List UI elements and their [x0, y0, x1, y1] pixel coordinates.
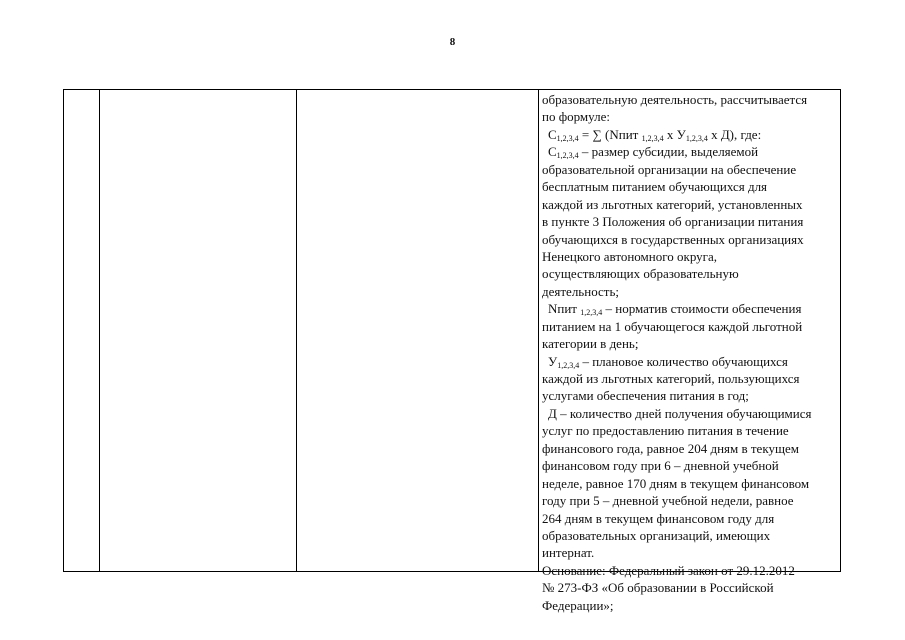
text-line [542, 335, 838, 352]
text-span: – норматив стоимости обеспечения [602, 301, 802, 317]
text-span: образовательной организации на обеспечение [542, 161, 797, 177]
text-line [542, 91, 838, 108]
subscript-text: 1,2,3,4 [685, 133, 708, 143]
text-line [542, 353, 838, 370]
text-span: образовательных организаций, имеющих [542, 527, 771, 543]
column-divider [99, 90, 100, 571]
text-span: Д – количество дней получения обучающимися [548, 405, 812, 421]
text-span: по формуле: [542, 109, 610, 125]
text-line [542, 126, 838, 143]
text-span: категории в день; [542, 336, 639, 352]
text-line [542, 161, 838, 178]
text-line [542, 283, 838, 300]
subscript-text: 1,2,3,4 [556, 133, 579, 143]
text-line [542, 475, 838, 492]
text-line [542, 231, 838, 248]
text-span: обучающихся в государственных организациях [542, 231, 804, 247]
text-line [542, 108, 838, 125]
text-line [542, 527, 838, 544]
text-line [542, 579, 838, 596]
text-line [542, 370, 838, 387]
text-line [542, 510, 838, 527]
text-line [542, 562, 838, 579]
text-span: финансового года, равное 204 дням в текущем [542, 440, 799, 456]
text-line [542, 143, 838, 160]
text-span: х У [663, 126, 686, 142]
subscript-text: 1,2,3,4 [556, 151, 579, 161]
text-line [542, 248, 838, 265]
column-divider [296, 90, 297, 571]
text-span: в пункте 3 Положения об организации питания [542, 214, 804, 230]
text-line [542, 457, 838, 474]
text-line [542, 544, 838, 561]
text-span: х Д), где: [707, 126, 762, 142]
text-line [542, 196, 838, 213]
text-line [542, 422, 838, 439]
text-span: образовательную деятельность, рассчитывается [542, 92, 808, 107]
text-span: – размер субсидии, выделяемой [578, 144, 759, 160]
text-line [542, 178, 838, 195]
column-divider [538, 90, 539, 571]
text-line [542, 318, 838, 335]
text-span: услуг по предоставлению питания в течение [542, 423, 789, 439]
table-cell-text [542, 91, 838, 614]
text-span: Ненецкого автономного округа, [542, 248, 717, 264]
text-line [542, 405, 838, 422]
subscript-text: 1,2,3,4 [557, 360, 580, 370]
text-span: услугами обеспечения питания в год; [542, 388, 749, 404]
text-line [542, 597, 838, 614]
text-span: 264 дням в текущем финансовом году для [542, 510, 775, 526]
text-span: У [548, 353, 558, 369]
subscript-text: 1,2,3,4 [641, 133, 664, 143]
text-line [542, 213, 838, 230]
text-span: С [548, 144, 557, 160]
text-span: интернат. [542, 545, 595, 561]
text-span: бесплатным питанием обучающихся для [542, 179, 768, 195]
text-span: неделе, равное 170 дням в текущем финансовом [542, 475, 810, 491]
text-line [542, 492, 838, 509]
text-span: Федерации»; [542, 597, 614, 613]
text-span: – плановое количество обучающихся [579, 353, 788, 369]
text-span: каждой из льготных категорий, установленных [542, 196, 803, 212]
text-span: осуществляющих образовательную [542, 266, 739, 282]
text-line [542, 387, 838, 404]
text-span: деятельность; [542, 283, 620, 299]
text-span: С [548, 126, 557, 142]
text-span: каждой из льготных категорий, пользующихся [542, 371, 800, 386]
text-span: Nпит [548, 301, 581, 317]
text-line [542, 300, 838, 317]
text-line [542, 265, 838, 282]
subscript-text: 1,2,3,4 [580, 308, 603, 318]
text-span: питанием на 1 обучающегося каждой льготной [542, 318, 803, 334]
text-span: Основание: Федеральный закон от 29.12.2012 [542, 562, 795, 578]
text-span: году при 5 – дневной учебной недели, равное [542, 493, 794, 509]
page-number: 8 [449, 36, 456, 48]
text-span: = ∑ (Nпит [578, 126, 642, 142]
text-line [542, 440, 838, 457]
text-span: № 273-ФЗ «Об образовании в Российской [542, 580, 774, 596]
text-span: финансовом году при 6 – дневной учебной [542, 458, 779, 474]
